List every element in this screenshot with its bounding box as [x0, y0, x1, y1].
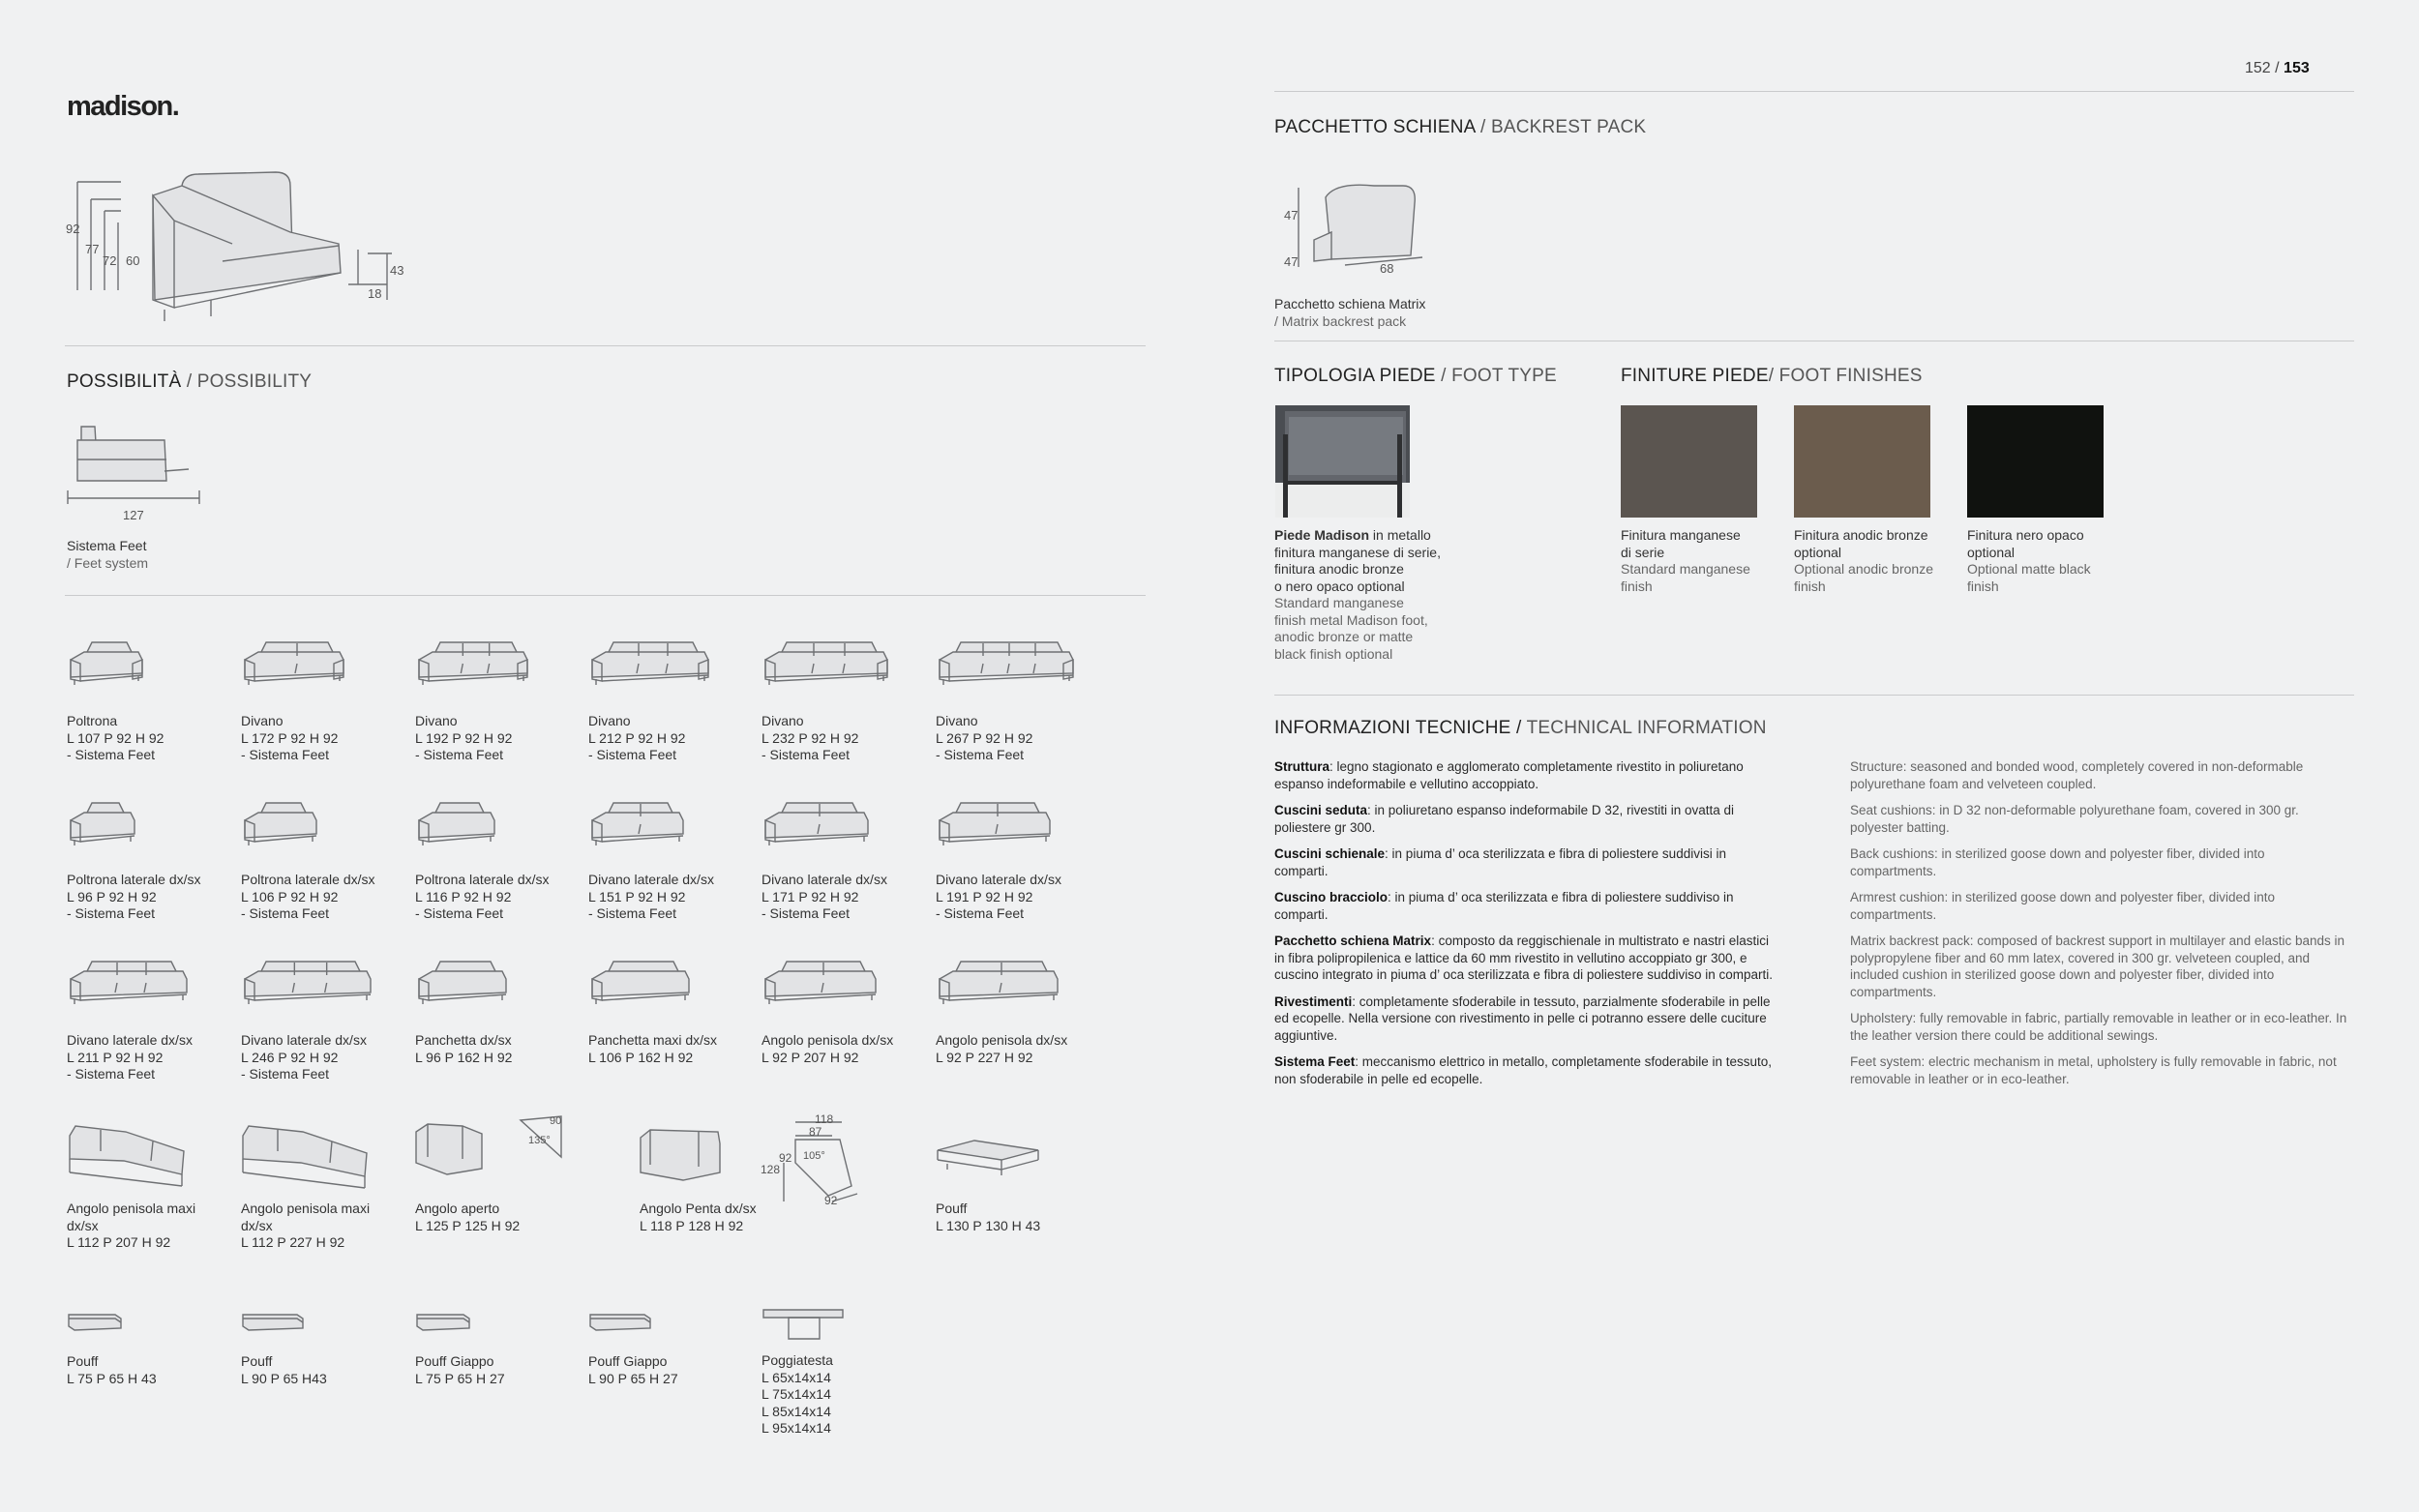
aperto-side: 90: [550, 1115, 562, 1127]
row5-item: [415, 1353, 505, 1387]
divider: [65, 345, 1146, 346]
row1-item-l3: - Sistema Feet: [67, 747, 156, 762]
tech-title-it: INFORMAZIONI TECNICHE /: [1274, 718, 1522, 738]
row1-item-l3: - Sistema Feet: [415, 747, 504, 762]
tech-paragraph-it: [1274, 845, 1777, 879]
row1-item-l1: Divano: [415, 713, 458, 728]
finishes-title-en: / FOOT FINISHES: [1768, 366, 1923, 386]
row2-item-l2: L 171 P 92 H 92: [762, 888, 859, 904]
possibility-title-en: / POSSIBILITY: [186, 371, 313, 392]
finish-label-en: Optional matte black: [1967, 561, 2091, 577]
divider: [1274, 91, 2354, 92]
foot-desc-en-4: black finish optional: [1274, 645, 1393, 662]
finish-label-en: finish: [1621, 578, 1653, 594]
finish-label: Finitura anodic bronze: [1794, 527, 1928, 543]
penta-dim-92a: 92: [779, 1151, 792, 1165]
row1-item-l2: L 267 P 92 H 92: [936, 729, 1033, 746]
tech-text: : in piuma d’ oca sterilizzata e fibra di poliestere suddivisi in comparti.: [1274, 846, 1726, 878]
page-left: 152: [2245, 60, 2271, 76]
finish-label: Finitura nero opaco: [1967, 527, 2084, 543]
row2-item-l2: L 106 P 92 H 92: [241, 888, 339, 904]
tech-paragraph-it: [1274, 933, 1777, 984]
row2-item-l1: Poltrona laterale dx/sx: [415, 872, 550, 887]
row3-item: [588, 1032, 717, 1066]
row1-sofa-drawing: [65, 638, 152, 689]
row1-item: [936, 713, 1032, 764]
row1-item: [415, 713, 512, 764]
tech-paragraph-en: Seat cushions: in D 32 non-deformable polyurethane foam, covered in 300 gr. polyester batting.: [1850, 803, 2299, 835]
row4-item-l2: dx/sx: [67, 1217, 99, 1233]
row1-item: [762, 713, 858, 764]
finish-label: di serie: [1621, 544, 1665, 560]
tech-term: Pacchetto schiena Matrix: [1274, 934, 1432, 948]
row2-item-l2: L 151 P 92 H 92: [588, 888, 686, 904]
row2-item-l3: - Sistema Feet: [936, 905, 1025, 921]
row1-item: [241, 713, 338, 764]
foot-type-title-it: TIPOLOGIA PIEDE: [1274, 366, 1436, 386]
row2-item-l1: Divano laterale dx/sx: [762, 872, 887, 887]
row1-item-l1: Divano: [588, 713, 631, 728]
row3-item-l1: Divano laterale dx/sx: [67, 1032, 193, 1048]
row1-sofa-drawing: [934, 638, 1083, 689]
row4-item-l2: dx/sx: [241, 1217, 273, 1233]
page-sep: /: [2270, 60, 2285, 76]
row4-item-l2: L 118 P 128 H 92: [640, 1217, 744, 1233]
row3-item-l3: - Sistema Feet: [67, 1066, 156, 1082]
row3-item: [415, 1032, 512, 1066]
tech-paragraph-it: [1274, 889, 1777, 923]
foot-photo: [1275, 405, 1410, 518]
foot-desc-it-2: finitura manganese di serie,: [1274, 544, 1441, 560]
row1-sofa-drawing: [413, 638, 537, 689]
tech-term: Cuscino bracciolo: [1274, 890, 1389, 904]
row2-item-l3: - Sistema Feet: [241, 905, 330, 921]
dim-height-43: 43: [390, 263, 404, 278]
row2-item-l1: Poltrona laterale dx/sx: [67, 872, 201, 887]
tech-term: Struttura: [1274, 759, 1329, 774]
angolo-penisola-maxi-227-drawing: [239, 1122, 374, 1192]
feet-system-label-en: / Feet system: [67, 554, 149, 571]
foot-desc-en-2: finish metal Madison foot,: [1274, 611, 1428, 628]
divider: [1274, 695, 2354, 696]
row1-item-l1: Divano: [936, 713, 978, 728]
finishes-title: [1621, 366, 1923, 387]
row4-item: [415, 1201, 520, 1234]
finish-caption: [1621, 527, 1750, 595]
row5-item-l2: L 75 P 65 H 27: [415, 1370, 505, 1386]
row3-item-l3: - Sistema Feet: [241, 1066, 330, 1082]
row4-item-l2: L 125 P 125 H 92: [415, 1217, 521, 1233]
row2-item: [588, 872, 714, 923]
penta-dim-87: 87: [809, 1125, 822, 1139]
dim-height-92: 92: [66, 222, 80, 236]
tech-term: Sistema Feet: [1274, 1054, 1356, 1069]
tech-term: Rivestimenti: [1274, 993, 1353, 1009]
dim-height-72: 72: [103, 253, 117, 268]
page-right: 153: [2284, 60, 2310, 76]
row2-item-l2: L 96 P 92 H 92: [67, 888, 157, 904]
tech-term: Cuscini schienale: [1274, 846, 1386, 861]
row1-sofa-drawing: [586, 638, 718, 689]
feet-dim: 127: [123, 508, 144, 522]
row3-sofa-drawing: [65, 958, 196, 1008]
tech-title-en: TECHNICAL INFORMATION: [1526, 718, 1767, 738]
row3-sofa-drawing: [586, 958, 699, 1008]
pouff-drawing: [67, 1311, 127, 1336]
row3-item-l1: Angolo penisola dx/sx: [762, 1032, 894, 1048]
row2-item-l1: Poltrona laterale dx/sx: [241, 872, 375, 887]
row2-sofa-drawing: [760, 799, 878, 849]
foot-desc-en-3: anodic bronze or matte: [1274, 629, 1414, 644]
row3-item: [762, 1032, 893, 1066]
tech-paragraph-en: Upholstery: fully removable in fabric, partially removable in leather or in eco-leather. In the leather version there could be additional sewings.: [1850, 1011, 2347, 1043]
backrest-title-it: PACCHETTO SCHIENA: [1274, 117, 1476, 137]
aperto-angle: 135°: [528, 1135, 551, 1146]
tech-text: : in piuma d’ oca sterilizzata e fibra di poliestere suddiviso in comparti.: [1274, 890, 1734, 922]
backrest-label: Pacchetto schiena Matrix: [1274, 296, 1426, 311]
row5-item-l1: Pouff Giappo: [415, 1353, 494, 1369]
row4-item-l1: Pouff: [936, 1201, 968, 1216]
row5-item-l2: L 90 P 65 H43: [241, 1370, 327, 1386]
dim-height-18: 18: [368, 286, 382, 301]
dim-height-60: 60: [126, 253, 140, 268]
row1-item-l1: Divano: [762, 713, 804, 728]
row3-item-l2: L 106 P 162 H 92: [588, 1049, 694, 1065]
row1-sofa-drawing: [760, 638, 897, 689]
finish-label: Finitura manganese: [1621, 527, 1741, 543]
poggiatesta-size: L 85x14x14: [762, 1403, 831, 1419]
row3-item-l1: Panchetta maxi dx/sx: [588, 1032, 718, 1048]
row1-item-l3: - Sistema Feet: [241, 747, 330, 762]
tech-paragraph-en: Structure: seasoned and bonded wood, completely covered in non-deformable polyurethane foam and velveteen coupled.: [1850, 759, 2304, 791]
row3-item-l1: Panchetta dx/sx: [415, 1032, 512, 1048]
row1-item-l2: L 232 P 92 H 92: [762, 729, 859, 746]
pouff-drawing: [241, 1311, 309, 1336]
row2-item-l3: - Sistema Feet: [762, 905, 851, 921]
foot-desc-it-4: o nero opaco optional: [1274, 578, 1405, 594]
possibility-title-it: POSSIBILITÀ: [67, 371, 182, 392]
tech-paragraph-en: Feet system: electric mechanism in metal, upholstery is fully removable in fabric, not removable in leather or in eco-leather.: [1850, 1054, 2337, 1086]
tech-info-it: [1274, 758, 1777, 1097]
row2-item: [241, 872, 375, 923]
row1-item-l2: L 192 P 92 H 92: [415, 729, 513, 746]
tech-paragraph-en: Matrix backrest pack: composed of backrest support in multilayer and elastic bands in polypropylene fiber and 60 mm latex, covered in 300 gr. velveteen coupled, and included cushion in sterilized goose down and polyester fiber, divided into compartments.: [1850, 934, 2344, 999]
row4-item: [241, 1201, 370, 1252]
possibility-title: [67, 371, 312, 393]
tech-text: : in poliuretano espanso indeformabile D 32, rivestiti in ovatta di poliestere gr 300.: [1274, 803, 1734, 835]
tech-title: [1274, 718, 1767, 739]
finish-swatch: [1967, 405, 2104, 518]
row4-item-l1: Angolo penisola maxi: [67, 1201, 196, 1216]
feet-system-caption: [67, 538, 148, 572]
feet-system-label: Sistema Feet: [67, 538, 147, 553]
row1-item-l3: - Sistema Feet: [588, 747, 677, 762]
brand-logo: madison.: [67, 91, 179, 122]
row1-item-l3: - Sistema Feet: [762, 747, 851, 762]
pouff-drawing: [588, 1311, 656, 1336]
row3-sofa-drawing: [934, 958, 1067, 1008]
finish-swatch: [1794, 405, 1930, 518]
penta-dim-128: 128: [761, 1163, 781, 1176]
finish-label: optional: [1967, 544, 2016, 560]
row5-item-l2: L 90 P 65 H 27: [588, 1370, 678, 1386]
row3-item-l2: L 246 P 92 H 92: [241, 1049, 339, 1065]
row4-item: [936, 1201, 1040, 1234]
row3-item: [936, 1032, 1067, 1066]
penta-dim-92b: 92: [824, 1194, 838, 1207]
tech-paragraph-en: Armrest cushion: in sterilized goose down and polyester fiber, divided into compartments.: [1850, 890, 2275, 922]
tech-paragraph-it: [1274, 1053, 1777, 1087]
row2-sofa-drawing: [413, 799, 504, 849]
tech-text: : legno stagionato e agglomerato completamente rivestito in poliuretano espanso indeformabile e vellutino accoppiato.: [1274, 759, 1744, 791]
poggiatesta-size: L 95x14x14: [762, 1420, 831, 1436]
backrest-dim-47a: 47: [1284, 208, 1299, 222]
row4-item-l3: L 112 P 207 H 92: [67, 1234, 171, 1250]
row2-item-l2: L 116 P 92 H 92: [415, 888, 512, 904]
row5-item-l1: Pouff: [241, 1353, 273, 1369]
finishes-title-it: FINITURE PIEDE: [1621, 366, 1769, 386]
finish-label-en: Standard manganese: [1621, 561, 1750, 577]
row1-sofa-drawing: [239, 638, 353, 689]
foot-type-title-en: / FOOT TYPE: [1441, 366, 1557, 386]
row1-item-l2: L 107 P 92 H 92: [67, 729, 164, 746]
tech-info-en: [1850, 758, 2353, 1097]
backrest-label-en: / Matrix backrest pack: [1274, 312, 1407, 329]
backrest-pack-drawing: [1287, 174, 1432, 271]
row3-sofa-drawing: [239, 958, 380, 1008]
poggiatesta-size: L 75x14x14: [762, 1386, 831, 1402]
backrest-dim-47b: 47: [1284, 254, 1299, 269]
tech-paragraph-it: [1274, 993, 1777, 1045]
backrest-dim-68: 68: [1380, 261, 1394, 276]
row3-sofa-drawing: [413, 958, 516, 1008]
row3-item: [241, 1032, 367, 1083]
foot-desc-bold: Piede Madison: [1274, 527, 1370, 543]
row5-item-l1: Pouff: [67, 1353, 99, 1369]
finish-caption: [1794, 527, 1933, 595]
row5-item: [241, 1353, 327, 1387]
page-numbers: [2245, 60, 2310, 77]
row5-item-l2: L 75 P 65 H 43: [67, 1370, 157, 1386]
row3-item-l2: L 92 P 207 H 92: [762, 1049, 859, 1065]
row2-item-l2: L 191 P 92 H 92: [936, 888, 1033, 904]
row1-item: [67, 713, 164, 764]
row1-item-l2: L 172 P 92 H 92: [241, 729, 339, 746]
finish-caption: [1967, 527, 2091, 595]
angolo-aperto-drawing: [414, 1114, 569, 1182]
row3-item-l1: Divano laterale dx/sx: [241, 1032, 367, 1048]
row4-item: [67, 1201, 195, 1252]
main-sofa-drawing: [68, 164, 416, 329]
row3-sofa-drawing: [760, 958, 885, 1008]
backrest-caption: [1274, 296, 1425, 330]
row2-item-l1: Divano laterale dx/sx: [936, 872, 1061, 887]
finish-label: optional: [1794, 544, 1842, 560]
feet-system-drawing: [68, 421, 203, 503]
row3-item-l1: Angolo penisola dx/sx: [936, 1032, 1068, 1048]
angolo-penisola-maxi-207-drawing: [66, 1122, 192, 1190]
row2-item: [67, 872, 201, 923]
tech-paragraph-it: [1274, 802, 1777, 836]
backrest-title: [1274, 117, 1646, 138]
pouff-drawing: [415, 1311, 475, 1336]
row4-item-l3: L 112 P 227 H 92: [241, 1234, 345, 1250]
foot-type-desc: [1274, 527, 1441, 663]
foot-desc-it-3: finitura anodic bronze: [1274, 561, 1404, 577]
row5-item: [67, 1353, 157, 1387]
finish-label-en: finish: [1967, 578, 1999, 594]
row2-sofa-drawing: [586, 799, 693, 849]
divider: [65, 595, 1146, 596]
row3-item-l2: L 96 P 162 H 92: [415, 1049, 513, 1065]
row2-sofa-drawing: [934, 799, 1060, 849]
row5-item-l1: Pouff Giappo: [588, 1353, 668, 1369]
row4-item-l1: Angolo aperto: [415, 1201, 500, 1216]
finish-label-en: finish: [1794, 578, 1826, 594]
row2-sofa-drawing: [239, 799, 326, 849]
dim-height-77: 77: [85, 242, 100, 256]
finish-swatch: [1621, 405, 1757, 518]
tech-paragraph-en: Back cushions: in sterilized goose down and polyester fiber, divided into compartments.: [1850, 846, 2265, 878]
row3-item-l2: L 211 P 92 H 92: [67, 1049, 164, 1065]
row1-item: [588, 713, 685, 764]
penta-dim-105: 105°: [803, 1150, 825, 1162]
backrest-title-en: / BACKREST PACK: [1480, 117, 1647, 137]
penta-dim-118: 118: [815, 1112, 834, 1126]
tech-paragraph-it: [1274, 758, 1777, 792]
finish-label-en: Optional anodic bronze: [1794, 561, 1933, 577]
row4-item-l1: Angolo Penta dx/sx: [640, 1201, 757, 1216]
row2-item-l1: Divano laterale dx/sx: [588, 872, 714, 887]
row1-item-l3: - Sistema Feet: [936, 747, 1025, 762]
tech-text: : completamente sfoderabile in tessuto, parzialmente sfoderabile in pelle ed ecopelle. Nella versione con rivestimento in pelle ci potranno essere delle cuciture aggiuntive.: [1274, 993, 1771, 1043]
row2-item: [762, 872, 887, 923]
row2-item: [415, 872, 550, 923]
poggiatesta-caption: [762, 1352, 833, 1438]
row2-sofa-drawing: [65, 799, 144, 849]
row1-item-l1: Poltrona: [67, 713, 118, 728]
poggiatesta-drawing: [762, 1306, 849, 1345]
row2-item-l3: - Sistema Feet: [415, 905, 504, 921]
row4-item-l2: L 130 P 130 H 43: [936, 1217, 1041, 1233]
tech-text: : composto da reggischienale in multistrato e nastri elastici in fibra polipropilenica e lattice da 60 mm rivestito in vellutino accoppiato gr 300, e cuscino integrato in piuma d’ oca sterilizzata e fibra di poliestere suddiviso in comparti.: [1274, 934, 1774, 982]
row1-item-l2: L 212 P 92 H 92: [588, 729, 686, 746]
tech-term: Cuscini seduta: [1274, 803, 1368, 817]
row2-item-l3: - Sistema Feet: [588, 905, 677, 921]
foot-desc-en-1: Standard manganese: [1274, 595, 1404, 610]
pouff-large-drawing: [936, 1139, 1042, 1177]
row2-item: [936, 872, 1061, 923]
poggiatesta-name: Poggiatesta: [762, 1352, 833, 1368]
row4-item-l1: Angolo penisola maxi: [241, 1201, 371, 1216]
row1-item-l1: Divano: [241, 713, 284, 728]
row3-item: [67, 1032, 193, 1083]
foot-type-title: [1274, 366, 1557, 387]
tech-text: : meccanismo elettrico in metallo, completamente sfoderabile in tessuto, non sfoderabile in pelle ed ecopelle.: [1274, 1054, 1772, 1086]
row2-item-l3: - Sistema Feet: [67, 905, 156, 921]
row5-item: [588, 1353, 678, 1387]
row3-item-l2: L 92 P 227 H 92: [936, 1049, 1033, 1065]
row4-item: [640, 1201, 757, 1234]
poggiatesta-size: L 65x14x14: [762, 1369, 831, 1385]
foot-desc-it-1: in metallo: [1369, 527, 1431, 543]
